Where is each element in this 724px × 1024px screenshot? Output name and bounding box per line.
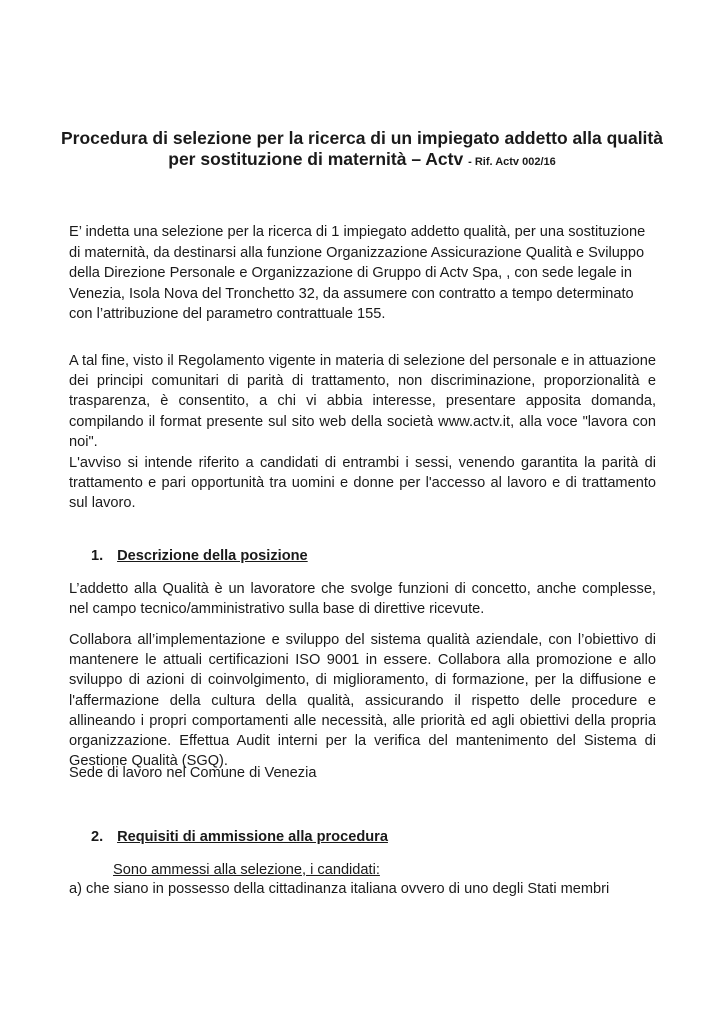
title-line-2: [60, 149, 664, 173]
title-line-1: Procedura di selezione per la ricerca di un impiegato addetto alla qualità: [61, 128, 663, 148]
purpose-paragraph: A tal fine, visto il Regolamento vigente in materia di selezione del personale e in attuazione dei principi comunitari di parità di trattamento, non discriminazione, proporzionalità e trasparenza, è consentito, a chi vi abbia interesse, presentare apposita domanda, compilando il format presente sul sito web della società www.actv.it, alla voce "lavora con noi".: [69, 353, 656, 450]
intro-paragraph: E’ indetta una selezione per la ricerca di 1 impiegato addetto qualità, per una sostituzione di maternità, da destinarsi alla funzione Organizzazione Assicurazione Qualità e Sviluppo della Direzione Personale e Organizzazione di Gruppo di Actv Spa, , con sede legale in Venezia, Isola Nova del Tronchetto 32, da assumere con contratto a tempo determinato con l’attribuzione del parametro contrattuale 155.: [69, 224, 646, 323]
section-heading-1: [91, 546, 308, 566]
role-details-paragraph: Collabora all’implementazione e sviluppo del sistema qualità aziendale, con l’obiettivo di mantenere le attuali certificazioni ISO 9001 in essere. Collabora alla promozione e allo sviluppo di azioni di coinvolgimento, di miglioramento, di formazione, per la diffusione e l'affermazione della cultura della qualità, assicurando il rispetto delle procedure e allineando i propri comportamenti alle necessità, alle priorità ed agli obiettivi della propria organizzazione. Effettua Audit interni per la verifica del mantenimento del Sistema di Gestione Qualità (SGQ).: [69, 632, 656, 770]
title-line-2-text: per sostituzione di maternità – Actv: [168, 149, 464, 169]
eligibility-intro: Sono ammessi alla selezione, i candidati:: [113, 862, 380, 878]
section-title: Requisiti di ammissione alla procedura: [117, 829, 388, 845]
section-heading-2: [91, 827, 388, 847]
requirement-item-a: a) che siano in possesso della cittadinanza italiana ovvero di uno degli Stati membri: [69, 881, 610, 897]
title-reference: - Rif. Actv 002/16: [468, 156, 556, 168]
work-location-paragraph: Sede di lavoro nel Comune di Venezia: [69, 765, 317, 781]
section-title: Descrizione della posizione: [117, 548, 308, 564]
section-number: 2.: [91, 829, 104, 845]
equal-opportunity-paragraph: L'avviso si intende riferito a candidati di entrambi i sessi, venendo garantita la parità di trattamento e pari opportunità tra uomini e donne per l'accesso al lavoro e di trattamento sul lavoro.: [69, 455, 656, 512]
document-title: [60, 128, 664, 173]
role-summary-paragraph: L’addetto alla Qualità è un lavoratore che svolge funzioni di concetto, anche complesse, nel campo tecnico/amministrativo sulla base di direttive ricevute.: [69, 581, 656, 618]
section-number: 1.: [91, 548, 104, 564]
